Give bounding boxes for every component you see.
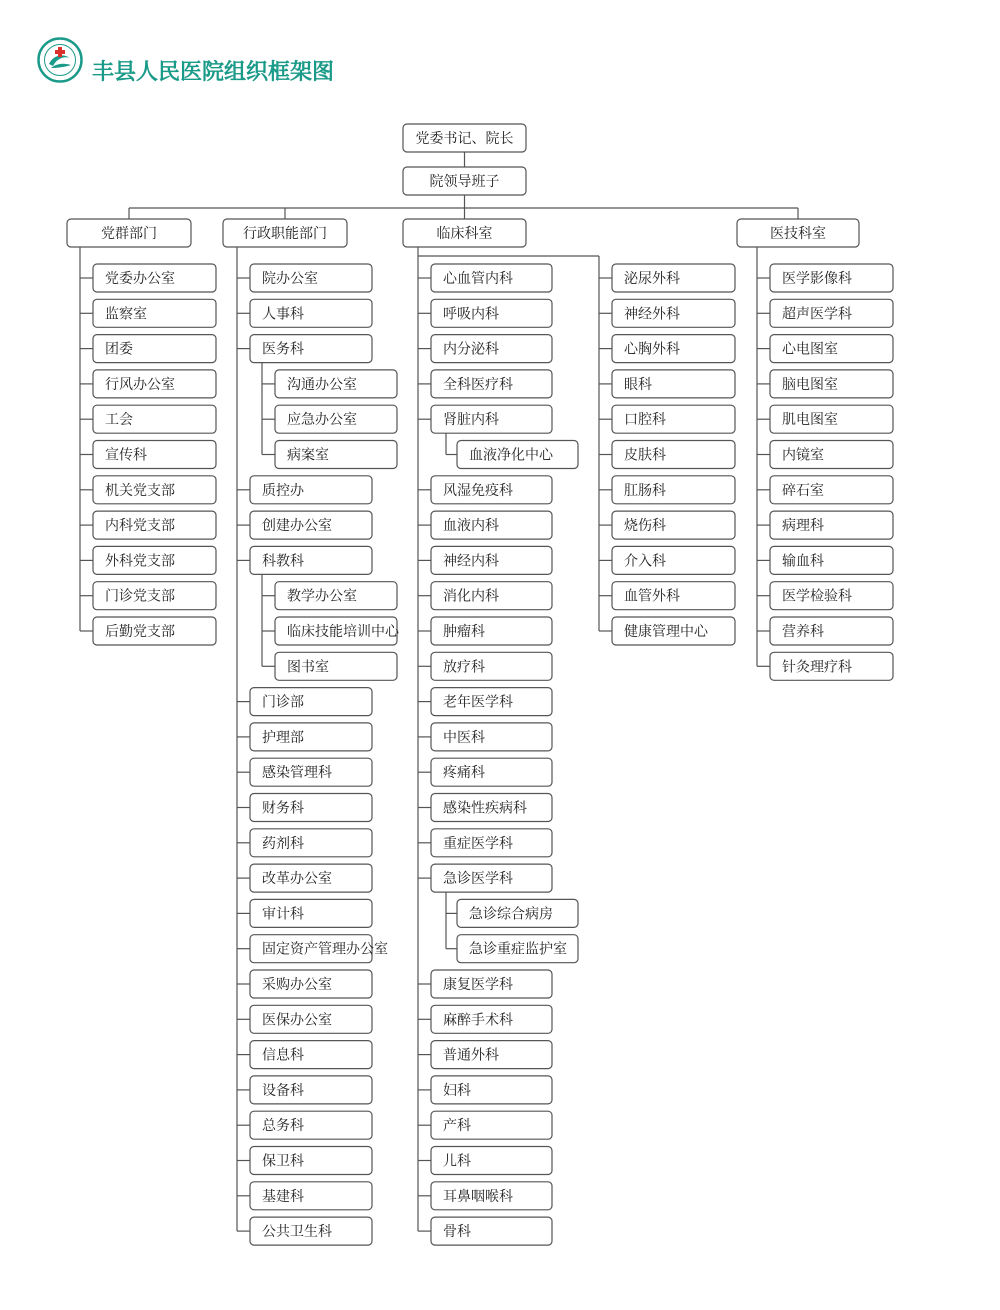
department-header-4 (737, 219, 859, 247)
dept-box (612, 370, 735, 398)
box-label: 公共卫生科 (262, 1224, 332, 1241)
box-label: 内科党支部 (105, 518, 175, 535)
box-label: 感染管理科 (262, 765, 332, 782)
dept-box (250, 829, 372, 857)
dept-box (93, 405, 216, 433)
box-label: 中医科 (443, 729, 485, 746)
dept-box (250, 1041, 372, 1069)
box-label: 麻醉手术科 (443, 1012, 513, 1029)
dept-box (431, 794, 552, 822)
box-label: 科教科 (262, 553, 304, 570)
box-label: 输血科 (782, 553, 824, 570)
box-label: 临床科室 (436, 226, 493, 242)
box-label: 护理部 (262, 729, 304, 746)
sub-dept-box (275, 370, 397, 398)
box-label: 创建办公室 (262, 518, 332, 535)
dept-box (770, 511, 893, 539)
box-label: 介入科 (624, 553, 666, 570)
dept-box (93, 511, 216, 539)
box-label: 肌电图室 (782, 412, 838, 429)
box-label: 康复医学科 (443, 977, 513, 993)
dept-box (431, 617, 552, 645)
dept-box (431, 511, 552, 539)
box-label: 超声医学科 (782, 306, 852, 323)
dept-box (770, 582, 893, 610)
dept-box (770, 405, 893, 433)
dept-box (431, 1147, 552, 1175)
box-label: 血管外科 (624, 588, 680, 605)
box-label: 脑电图室 (782, 376, 838, 393)
dept-box (770, 335, 893, 363)
box-label: 固定资产管理办公室 (262, 941, 388, 958)
department-header-2 (223, 219, 347, 247)
dept-box (250, 264, 372, 292)
dept-box (431, 370, 552, 398)
dept-box (431, 758, 552, 786)
sub-dept-box (275, 617, 400, 645)
box-label: 普通外科 (443, 1047, 499, 1064)
box-label: 党委办公室 (105, 271, 175, 287)
dept-box (250, 1182, 372, 1210)
box-label: 碎石室 (782, 482, 824, 499)
dept-box (250, 1147, 372, 1175)
dept-box (250, 1076, 372, 1104)
sub-dept-box (457, 441, 578, 469)
box-label: 消化内科 (443, 588, 499, 605)
box-label: 口腔科 (624, 412, 666, 429)
box-label: 感染性疾病科 (443, 800, 527, 817)
dept-box (431, 546, 552, 574)
top-leader-box (403, 124, 526, 152)
box-label: 改革办公室 (262, 871, 332, 888)
box-label: 疼痛科 (443, 765, 485, 782)
dept-box (770, 546, 893, 574)
dept-box (93, 441, 216, 469)
box-label: 宣传科 (105, 447, 147, 464)
dept-box (250, 758, 372, 786)
dept-box (770, 299, 893, 327)
box-label: 教学办公室 (287, 588, 357, 605)
box-label: 眼科 (624, 376, 652, 393)
dept-box (250, 723, 372, 751)
dept-box (431, 970, 552, 998)
sub-dept-box (275, 405, 397, 433)
dept-box (250, 511, 372, 539)
box-label: 行风办公室 (105, 376, 175, 393)
dept-box (93, 299, 216, 327)
box-label: 后勤党支部 (105, 624, 175, 640)
box-label: 门诊部 (262, 694, 304, 711)
box-label: 行政职能部门 (243, 226, 327, 242)
box-label: 营养科 (782, 624, 824, 640)
dept-box (431, 405, 552, 433)
dept-box (431, 1217, 552, 1245)
dept-box (612, 546, 735, 574)
box-label: 医学影像科 (782, 271, 852, 287)
dept-box (250, 864, 372, 892)
dept-box (250, 970, 372, 998)
box-label: 图书室 (287, 659, 329, 676)
dept-box (93, 335, 216, 363)
box-label: 重症医学科 (443, 835, 513, 852)
box-label: 老年医学科 (443, 694, 513, 711)
department-header-1 (67, 219, 191, 247)
dept-box (250, 546, 372, 574)
page-title: 丰县人民医院组织框架图 (92, 60, 335, 85)
box-label: 总务科 (262, 1118, 304, 1135)
box-label: 血液内科 (443, 518, 499, 535)
dept-box (431, 1005, 552, 1033)
dept-box (612, 441, 735, 469)
department-header-3 (403, 219, 526, 247)
box-label: 产科 (443, 1118, 471, 1135)
sub-dept-box (275, 582, 397, 610)
dept-box (250, 1217, 372, 1245)
box-label: 党群部门 (101, 226, 157, 242)
dept-box (250, 899, 372, 927)
dept-box (612, 476, 735, 504)
dept-box (612, 264, 735, 292)
box-label: 急诊重症监护室 (469, 941, 567, 958)
dept-box (431, 1111, 552, 1139)
box-label: 质控办 (262, 482, 304, 499)
box-label: 保卫科 (262, 1153, 304, 1170)
box-label: 外科党支部 (105, 553, 175, 570)
box-label: 监察室 (105, 306, 147, 323)
box-label: 神经外科 (624, 306, 680, 323)
box-label: 急诊综合病房 (469, 906, 553, 923)
dept-box (250, 1111, 372, 1139)
box-label: 机关党支部 (105, 482, 175, 499)
dept-box (431, 723, 552, 751)
box-label: 人事科 (262, 306, 304, 323)
dept-box (612, 582, 735, 610)
box-label: 耳鼻咽喉科 (443, 1188, 513, 1205)
box-label: 皮肤科 (624, 447, 666, 464)
box-label: 应急办公室 (287, 412, 357, 429)
box-label: 肾脏内科 (443, 412, 499, 429)
dept-box (250, 794, 372, 822)
box-label: 心电图室 (782, 341, 838, 358)
box-label: 医务科 (262, 341, 304, 358)
dept-box (431, 299, 552, 327)
box-label: 病案室 (287, 447, 329, 464)
box-label: 内镜室 (782, 447, 824, 464)
dept-box (770, 264, 893, 292)
box-label: 临床技能培训中心 (287, 624, 399, 640)
box-label: 血液净化中心 (469, 447, 553, 464)
box-label: 院领导班子 (429, 174, 500, 190)
box-label: 采购办公室 (262, 977, 332, 993)
box-label: 医学检验科 (782, 588, 852, 605)
dept-box (250, 299, 372, 327)
dept-box (93, 370, 216, 398)
box-label: 肛肠科 (624, 482, 666, 499)
box-label: 基建科 (262, 1188, 304, 1205)
box-label: 门诊党支部 (105, 588, 175, 605)
box-label: 放疗科 (443, 659, 485, 676)
dept-box (431, 829, 552, 857)
box-label: 病理科 (782, 518, 824, 535)
box-label: 神经内科 (443, 553, 499, 570)
box-label: 心血管内科 (443, 271, 513, 287)
dept-box (612, 617, 735, 645)
dept-box (250, 476, 372, 504)
box-label: 风湿免疫科 (443, 482, 513, 499)
dept-box (431, 1182, 552, 1210)
box-label: 呼吸内科 (443, 306, 499, 323)
box-label: 工会 (105, 412, 133, 429)
dept-box (431, 335, 552, 363)
box-label: 院办公室 (262, 271, 318, 287)
box-label: 药剂科 (262, 835, 304, 852)
box-label: 审计科 (262, 906, 304, 923)
dept-box (250, 935, 388, 963)
box-label: 健康管理中心 (624, 624, 708, 640)
dept-box (250, 688, 372, 716)
box-label: 心胸外科 (624, 341, 680, 358)
box-label: 妇科 (443, 1082, 471, 1099)
sub-dept-box (275, 652, 397, 680)
dept-box (93, 476, 216, 504)
box-label: 信息科 (262, 1047, 304, 1064)
dept-box (770, 441, 893, 469)
dept-box (431, 688, 552, 716)
dept-box (431, 864, 552, 892)
box-label: 针灸理疗科 (782, 659, 852, 676)
dept-box (770, 370, 893, 398)
box-label: 财务科 (262, 800, 304, 817)
box-label: 烧伤科 (624, 518, 666, 535)
box-label: 沟通办公室 (287, 376, 357, 393)
box-label: 医技科室 (770, 226, 826, 242)
box-label: 设备科 (262, 1082, 304, 1099)
dept-box (93, 264, 216, 292)
dept-box (93, 617, 216, 645)
leadership-box (403, 167, 526, 195)
dept-box (431, 1076, 552, 1104)
sub-dept-box (457, 935, 578, 963)
box-label: 内分泌科 (443, 341, 499, 358)
box-label: 肿瘤科 (443, 624, 485, 640)
dept-box (93, 582, 216, 610)
dept-box (250, 1005, 372, 1033)
dept-box (431, 652, 552, 680)
dept-box (93, 546, 216, 574)
box-label: 全科医疗科 (443, 376, 513, 393)
box-label: 儿科 (443, 1153, 471, 1170)
dept-box (612, 511, 735, 539)
dept-box (770, 476, 893, 504)
dept-box (431, 1041, 552, 1069)
box-label: 党委书记、院长 (415, 131, 514, 147)
dept-box (250, 335, 372, 363)
box-label: 骨科 (443, 1224, 471, 1241)
dept-box (770, 652, 893, 680)
dept-box (431, 264, 552, 292)
dept-box (431, 582, 552, 610)
box-label: 泌尿外科 (624, 271, 680, 287)
sub-dept-box (457, 899, 578, 927)
dept-box (770, 617, 893, 645)
dept-box (612, 405, 735, 433)
dept-box (612, 299, 735, 327)
sub-dept-box (275, 441, 397, 469)
dept-box (612, 335, 735, 363)
box-label: 急诊医学科 (443, 871, 513, 888)
box-label: 团委 (105, 341, 133, 358)
box-label: 医保办公室 (262, 1012, 332, 1029)
dept-box (431, 476, 552, 504)
